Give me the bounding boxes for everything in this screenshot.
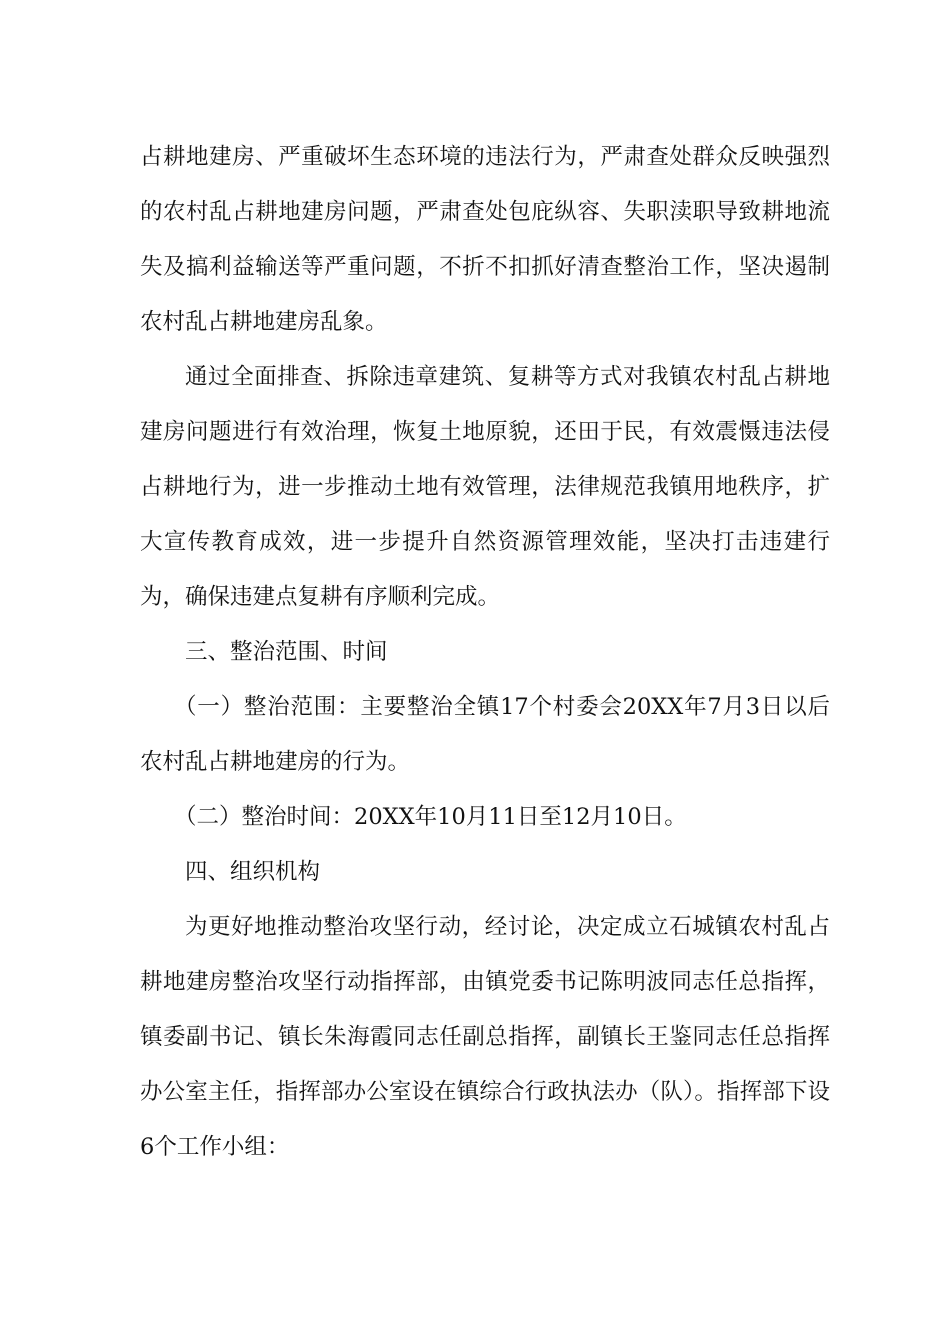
paragraph-continuation: 占耕地建房、严重破坏生态环境的违法行为，严肃查处群众反映强烈的农村乱占耕地建房问题，严肃查处包庇纵容、失职渎职导致耕地流失及搞利益输送等严重问题，不折不扣抓好清查整治工作，坚决遏制农村乱占耕地建房乱象。 xyxy=(140,144,830,335)
paragraph-time: （二）整治时间：20XX年10月11日至12月10日。 xyxy=(174,804,687,830)
paragraph-organization: 为更好地推动整治攻坚行动，经讨论，决定成立石城镇农村乱占耕地建房整治攻坚行动指挥部，由镇党委书记陈明波同志任总指挥，镇委副书记、镇长朱海霞同志任副总指挥，副镇长王鉴同志任总指挥办公室主任，指挥部办公室设在镇综合行政执法办（队）。指挥部下设6个工作小组： xyxy=(140,914,830,1160)
document-body xyxy=(140,130,830,1175)
paragraph-scope: （一）整治范围：主要整治全镇17个村委会20XX年7月3日以后农村乱占耕地建房的行为。 xyxy=(140,694,830,775)
section-heading-scope-time: 三、整治范围、时间 xyxy=(185,639,388,665)
paragraph-objectives: 通过全面排查、拆除违章建筑、复耕等方式对我镇农村乱占耕地建房问题进行有效治理，恢复土地原貌，还田于民，有效震慑违法侵占耕地行为，进一步推动土地有效管理，法律规范我镇用地秩序，扩大宣传教育成效，进一步提升自然资源管理效能，坚决打击违建行为，确保违建点复耕有序顺利完成。 xyxy=(140,364,830,610)
section-heading-organization: 四、组织机构 xyxy=(185,859,321,885)
